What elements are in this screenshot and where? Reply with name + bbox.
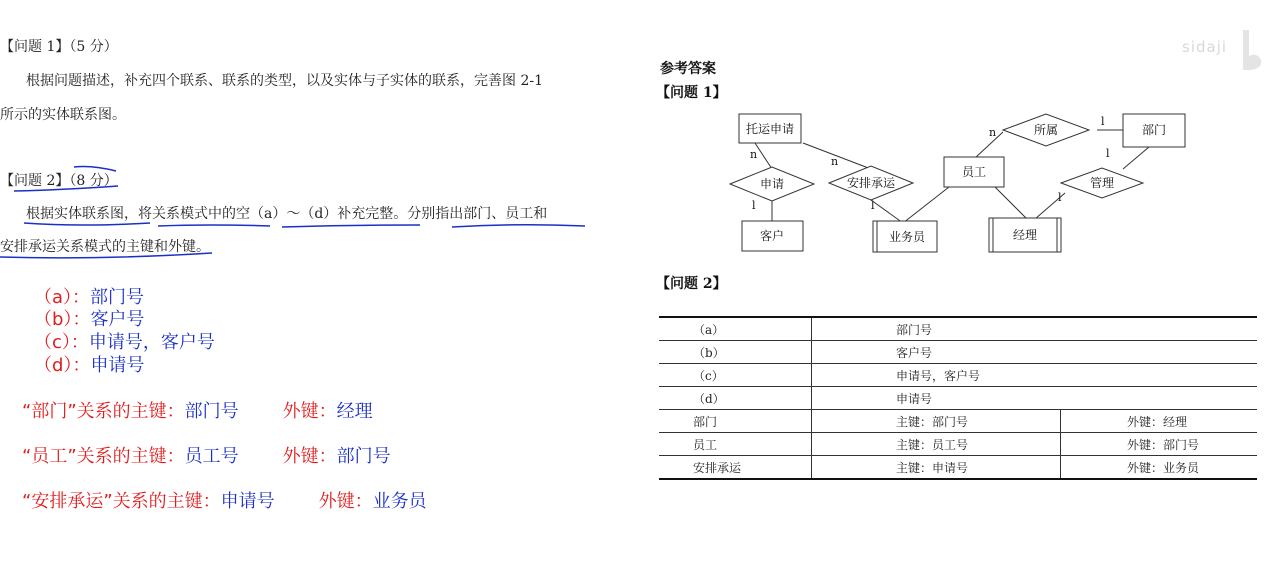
key-prefix: “员工”关系的主键： [22, 446, 185, 467]
table-cell: 外键：部门号 [1061, 433, 1258, 456]
key-line-anpai [22, 487, 427, 513]
key-fk: 业务员 [372, 491, 427, 512]
key-pk: 申请号 [220, 491, 275, 512]
key-fk: 部门号 [336, 446, 391, 467]
label-yuangong: 员工 [961, 165, 987, 179]
answer-a-label: （a）： [34, 287, 91, 308]
table-cell: 主键：部门号 [812, 410, 1061, 433]
handwritten-underlines [0, 0, 620, 270]
card-tuoyun-shenqing: n [750, 148, 758, 161]
table-cell: 安排承运 [659, 456, 812, 480]
card-guanli-jingli: l [1058, 191, 1062, 204]
label-bumen: 部门 [1141, 123, 1167, 137]
table-cell: 外键：业务员 [1061, 456, 1258, 480]
table-cell: 部门 [659, 410, 812, 433]
table-cell: 主键：员工号 [812, 433, 1061, 456]
q2-text-line1: 根据实体联系图，将关系模式中的空（a）～（d）补充完整。分别指出部门、员工和 [26, 206, 548, 222]
key-pk: 部门号 [184, 401, 239, 422]
table-cell: （c） [659, 364, 812, 387]
q1-heading: 【问题 1】（5 分） [0, 39, 118, 55]
key-fk-label: 外键： [318, 491, 373, 512]
card-anpai-yewuyuan: l [871, 199, 875, 212]
q1-text-line1: 根据问题描述，补充四个联系、联系的类型，以及实体与子实体的联系，完善图 2-1 [26, 73, 543, 89]
table-cell: 外键：经理 [1061, 410, 1258, 433]
answer-d-label: （d）： [34, 355, 91, 376]
table-row [659, 387, 1257, 410]
table-cell: （b） [659, 341, 812, 364]
table-row [659, 364, 1257, 387]
q2-heading: 【问题 2】（8 分） [0, 173, 118, 189]
table-row [659, 433, 1257, 456]
label-kehu: 客户 [759, 229, 785, 243]
answer-d [34, 351, 144, 377]
answer-c-label: （c）： [34, 332, 89, 353]
label-suoshu: 所属 [1033, 123, 1059, 137]
q2-text-line2: 安排承运关系模式的主键和外键。 [0, 239, 210, 255]
answer-c-value: 申请号，客户号 [88, 332, 215, 353]
table-cell: （a） [659, 317, 812, 341]
card-tuoyun-anpai: n [831, 155, 839, 168]
label-shenqing: 申请 [759, 177, 785, 191]
key-fk-label: 外键： [282, 401, 337, 422]
table-row [659, 456, 1257, 480]
card-yuangong-suoshu: n [989, 126, 997, 139]
key-fk: 经理 [336, 401, 373, 422]
watermark-logo: sidaji [1182, 38, 1228, 56]
table-cell: （d） [659, 387, 812, 410]
answer-table [659, 316, 1257, 480]
answer-q1-label: 【问题 1】 [656, 85, 727, 101]
answer-d-value: 申请号 [90, 355, 145, 376]
card-suoshu-bumen: l [1101, 115, 1105, 128]
table-cell: 主键：申请号 [812, 456, 1061, 480]
key-fk-label: 外键： [282, 446, 337, 467]
key-line-yuangong [22, 442, 391, 468]
card-bumen-guanli: l [1106, 147, 1110, 160]
table-row [659, 410, 1257, 433]
table-cell: 申请号，客户号 [812, 364, 1258, 387]
label-jingli: 经理 [1012, 228, 1038, 242]
label-tuoyun: 托运申请 [745, 122, 795, 136]
key-prefix: “安排承运”关系的主键： [22, 491, 221, 512]
key-pk: 员工号 [184, 446, 239, 467]
table-cell: 申请号 [812, 387, 1258, 410]
logo-mark-icon [1237, 26, 1265, 72]
label-yewuyuan: 业务员 [888, 230, 926, 244]
key-line-bumen [22, 397, 373, 423]
table-row [659, 317, 1257, 341]
answer-b-value: 客户号 [90, 309, 145, 330]
table-row [659, 341, 1257, 364]
answer-title: 参考答案 [660, 61, 716, 77]
q1-text-line2: 所示的实体联系图。 [0, 107, 126, 123]
answer-q2-label: 【问题 2】 [656, 276, 727, 292]
label-anpai: 安排承运 [846, 176, 896, 190]
key-prefix: “部门”关系的主键： [22, 401, 185, 422]
er-diagram [725, 105, 1195, 257]
table-cell: 部门号 [812, 317, 1258, 341]
table-cell: 员工 [659, 433, 812, 456]
answer-a-value: 部门号 [90, 287, 145, 308]
label-guanli: 管理 [1089, 176, 1115, 190]
card-shenqing-kehu: l [752, 199, 756, 212]
table-cell: 客户号 [812, 341, 1258, 364]
answer-b-label: （b）： [34, 309, 91, 330]
